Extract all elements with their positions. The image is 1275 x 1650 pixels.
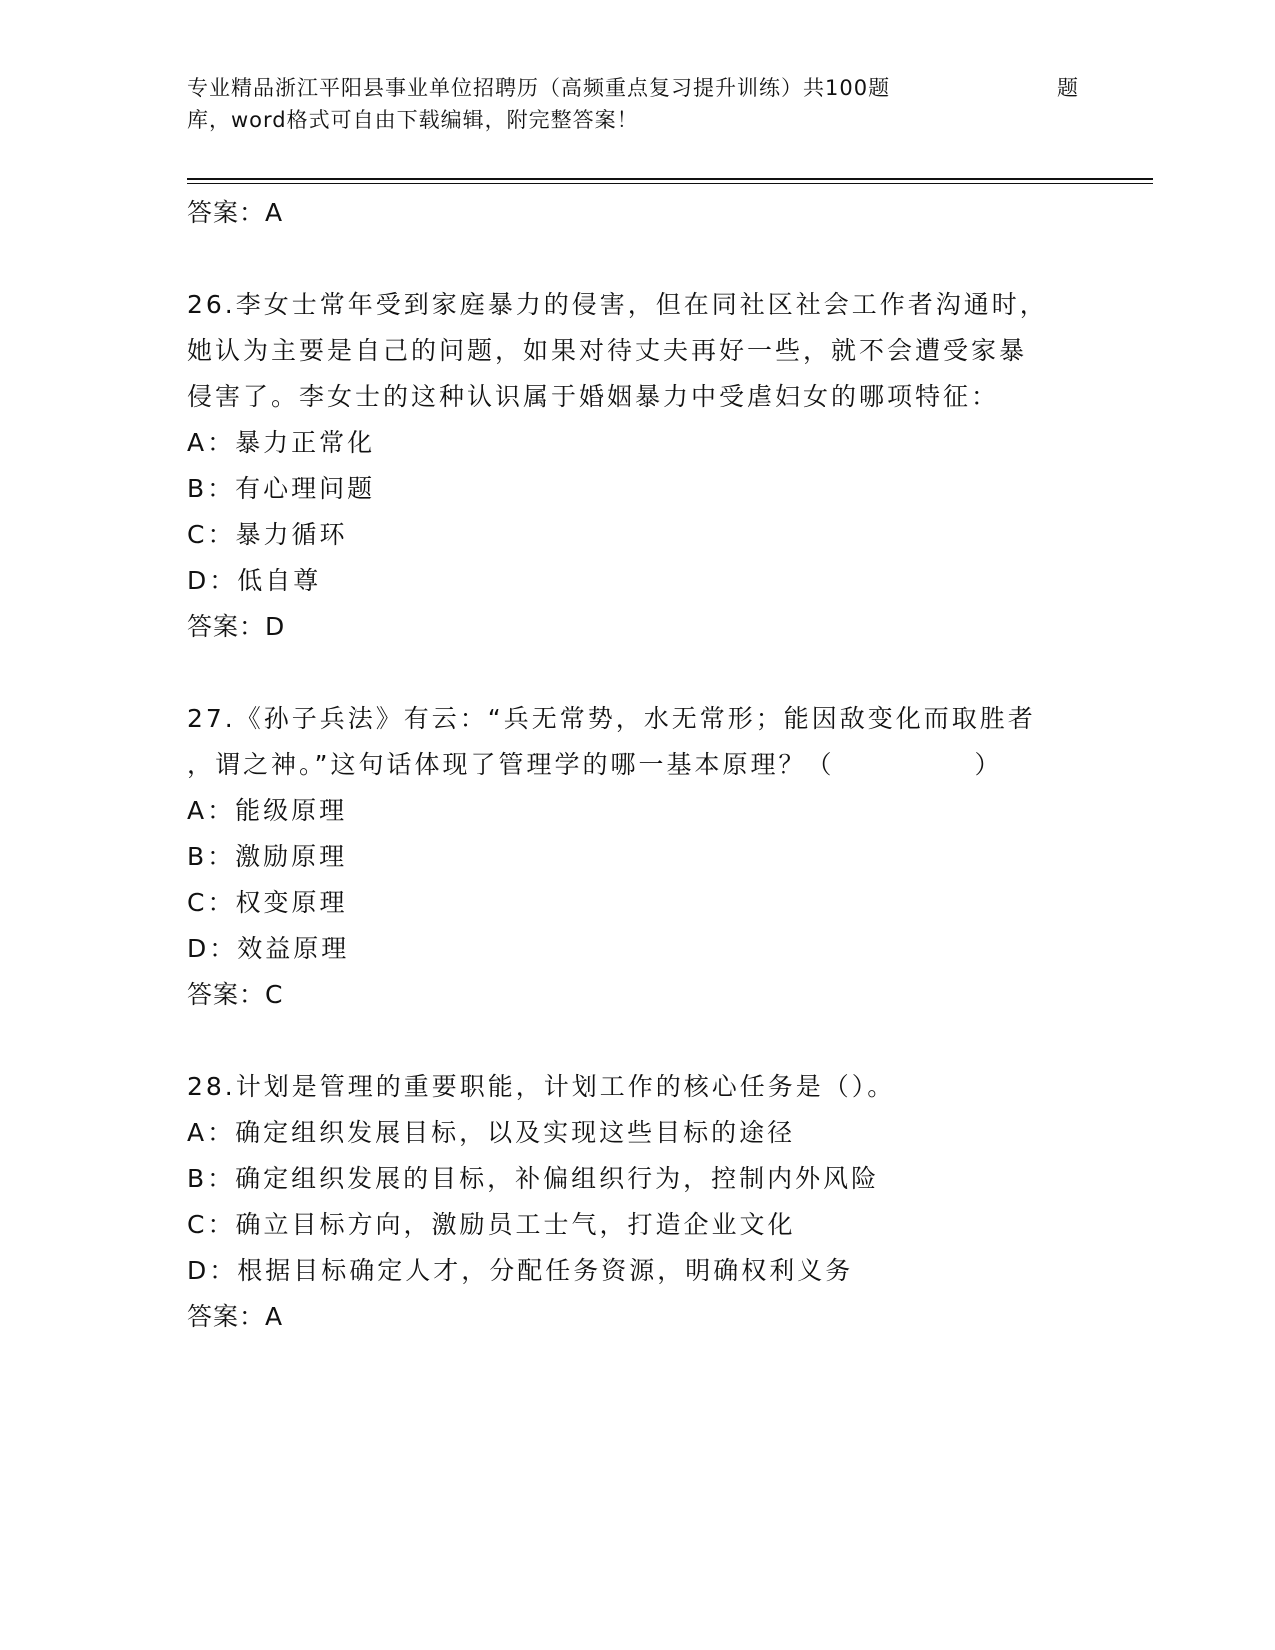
answer-line: 答案：C (187, 980, 284, 1009)
option-c: C：权变原理 (187, 888, 348, 917)
answer-line: 答案：D (187, 612, 286, 641)
option-c: C：暴力循环 (187, 520, 348, 549)
question-stem-line: 26.李女士常年受到家庭暴力的侵害，但在同社区社会工作者沟通时， (187, 290, 1048, 319)
option-a: A：确定组织发展目标，以及实现这些目标的途径 (187, 1118, 796, 1147)
option-b: B：激励原理 (187, 842, 348, 871)
question-block (187, 282, 1107, 650)
question-stem-line: ，谓之神。”这句话体现了管理学的哪一基本原理？（ ） (187, 750, 1003, 779)
question-stem-line: 她认为主要是自己的问题，如果对待丈夫再好一些，就不会遭受家暴 (187, 336, 1028, 365)
header-title-text: 专业精品浙江平阳县事业单位招聘历（高频重点复习提升训练）共100题 (187, 76, 891, 100)
option-a: A：暴力正常化 (187, 428, 376, 457)
answer-line: 答案：A (187, 198, 284, 227)
option-b: B：确定组织发展的目标，补偏组织行为，控制内外风险 (187, 1164, 880, 1193)
answer-line: 答案：A (187, 1302, 284, 1331)
option-d: D：根据目标确定人才，分配任务资源，明确权利义务 (187, 1256, 854, 1285)
spacer (187, 236, 1107, 282)
option-c: C：确立目标方向，激励员工士气，打造企业文化 (187, 1210, 796, 1239)
option-b: B：有心理问题 (187, 474, 376, 503)
question-stem-line: 28.计划是管理的重要职能，计划工作的核心任务是（）。 (187, 1072, 896, 1101)
header-title-tail: 题 (1057, 76, 1079, 100)
question-content (187, 190, 1107, 1340)
option-a: A：能级原理 (187, 796, 348, 825)
question-block (187, 696, 1107, 1018)
option-d: D：低自尊 (187, 566, 322, 595)
question-stem-line: 侵害了。李女士的这种认识属于婚姻暴力中受虐妇女的哪项特征： (187, 382, 1000, 411)
question-block (187, 1064, 1107, 1340)
header-rule-thin (187, 183, 1153, 184)
header-line-1 (187, 72, 1087, 104)
option-d: D：效益原理 (187, 934, 350, 963)
header-rule-thick (187, 178, 1153, 180)
question-stem-line: 27.《孙子兵法》有云：“兵无常势，水无常形；能因敌变化而取胜者 (187, 704, 1036, 733)
spacer (187, 1018, 1107, 1064)
page-header (187, 72, 1087, 136)
spacer (187, 650, 1107, 696)
header-line-2: 库，word格式可自由下载编辑，附完整答案！ (187, 108, 639, 132)
